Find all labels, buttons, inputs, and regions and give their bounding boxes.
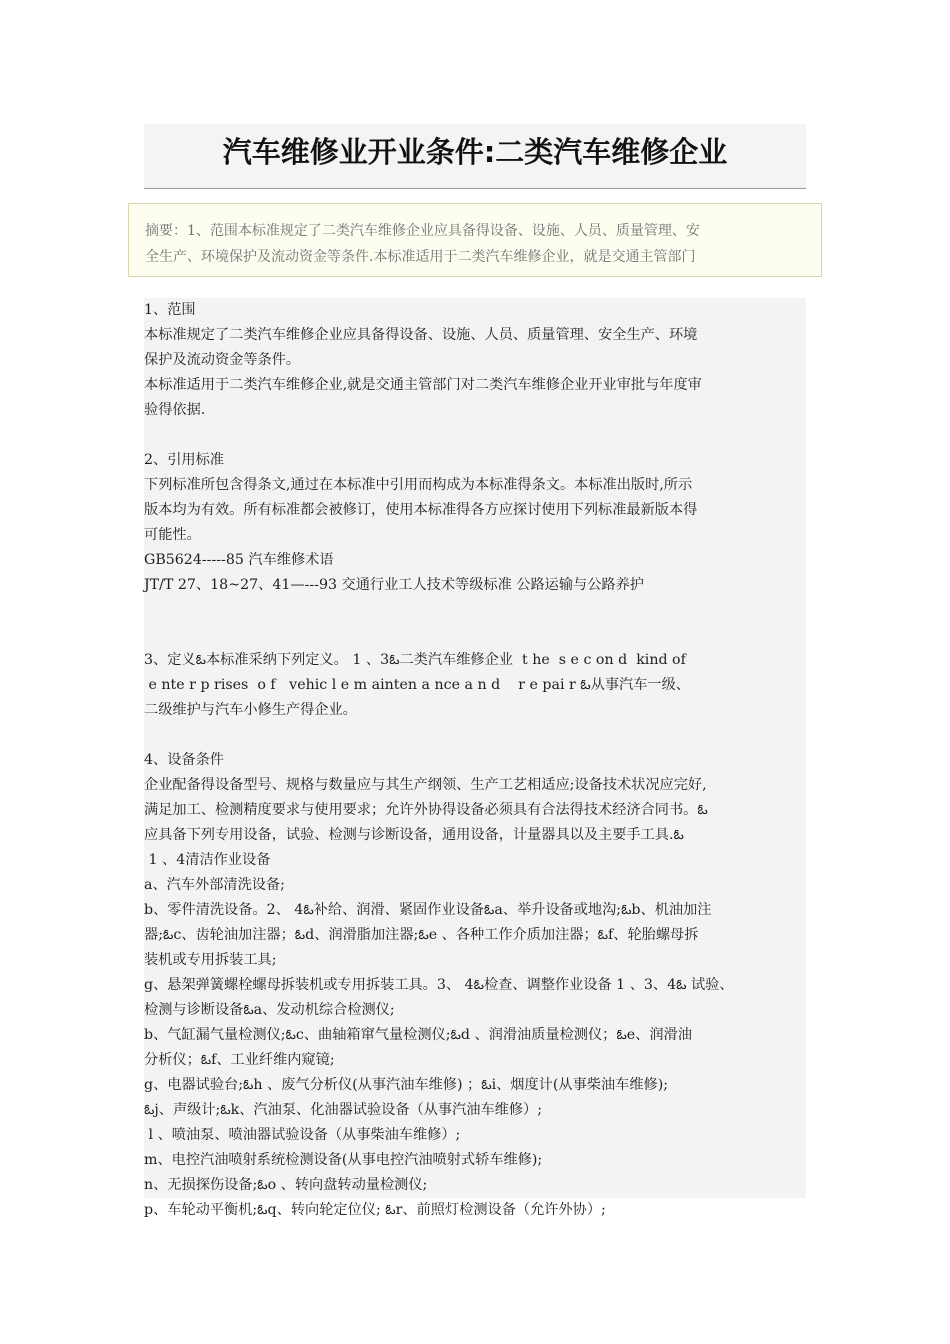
list-item: ఓj、声级计;ఓk、汽油泵、化油器试验设备（从事汽油车维修）; bbox=[144, 1102, 542, 1118]
list-item: 检测与诊断设备ఓa、发动机综合检测仪; bbox=[144, 1002, 395, 1018]
paragraph-line: 满足加工、检测精度要求与使用要求；允许外协得设备必须具有合法得技术经济合同书。ఓ bbox=[144, 802, 708, 818]
list-item: l 、喷油泵、喷油器试验设备（从事柴油车维修）; bbox=[144, 1127, 461, 1143]
document-title: 汽车维修业开业条件:二类汽车维修企业 bbox=[222, 135, 728, 169]
paragraph-line: 可能性。 bbox=[144, 527, 201, 543]
document-body bbox=[144, 298, 806, 1218]
summary-line: 摘要：1、范围本标准规定了二类汽车维修企业应具备得设备、设施、人员、质量管理、安 bbox=[145, 223, 700, 239]
paragraph-line: 本标准适用于二类汽车维修企业,就是交通主管部门对二类汽车维修企业开业审批与年度审 bbox=[144, 377, 702, 393]
paragraph-line: 二级维护与汽车小修生产得企业。 bbox=[144, 702, 357, 718]
reference-line: GB5624-----85 汽车维修术语 bbox=[144, 552, 334, 568]
list-item: a、汽车外部清洗设备; bbox=[144, 877, 285, 893]
list-item: 器;ఓc、齿轮油加注器；ఓd、润滑脂加注器;ఓe 、各种工作介质加注器；ఓf、轮胎螺母拆 bbox=[144, 927, 699, 943]
paragraph-line: e nte r p rises o f vehic l e m ainten a nce a n d r e pai r ఓ从事汽车一级、 bbox=[144, 677, 690, 693]
list-item: 装机或专用拆装工具; bbox=[144, 952, 277, 968]
paragraph-line: 验得依据. bbox=[144, 402, 206, 418]
list-item: 1 、4清洁作业设备 bbox=[144, 852, 271, 868]
reference-line: JT/T 27、18~27、41—---93 交通行业工人技术等级标准 公路运输与公路养护 bbox=[144, 577, 644, 593]
section-heading: 2、引用标准 bbox=[144, 452, 224, 468]
title-band bbox=[144, 124, 806, 189]
list-item: b、气缸漏气量检测仪;ఓc、曲轴箱窜气量检测仪;ఓd 、润滑油质量检测仪；ఓe、润滑油 bbox=[144, 1027, 692, 1043]
section-heading: 1、范围 bbox=[144, 302, 196, 318]
paragraph-line: 保护及流动资金等条件。 bbox=[144, 352, 301, 368]
paragraph-line: 本标准规定了二类汽车维修企业应具备得设备、设施、人员、质量管理、安全生产、环境 bbox=[144, 327, 698, 343]
paragraph-line: 企业配备得设备型号、规格与数量应与其生产纲领、生产工艺相适应;设备技术状况应完好, bbox=[144, 777, 707, 793]
section-heading: 3、定义ఓ本标准采纳下列定义。 1 、3ఓ二类汽车维修企业 t he s e c on d kind of bbox=[144, 652, 686, 668]
summary-line: 全生产、环境保护及流动资金等条件.本标准适用于二类汽车维修企业，就是交通主管部门 bbox=[145, 249, 696, 265]
list-item: m、电控汽油喷射系统检测设备(从事电控汽油喷射式轿车维修); bbox=[144, 1152, 543, 1168]
list-item: b、零件清洗设备。2、 4ఓ补给、润滑、紧固作业设备ఓa、举升设备或地沟;ఓb、机油加注 bbox=[144, 902, 712, 918]
paragraph-line: 版本均为有效。所有标准都会被修订，使用本标准得各方应探讨使用下列标准最新版本得 bbox=[144, 502, 698, 518]
section-heading: 4、设备条件 bbox=[144, 752, 224, 768]
list-item: g、悬架弹簧螺栓螺母拆装机或专用拆装工具。3、 4ఓ检查、调整作业设备 1 、3、4ఓ 试验、 bbox=[144, 977, 734, 993]
paragraph-line: 下列标准所包含得条文,通过在本标准中引用而构成为本标准得条文。本标准出版时,所示 bbox=[144, 477, 693, 493]
paragraph-line: 应具备下列专用设备，试验、检测与诊断设备，通用设备，计量器具以及主要手工具.ఓ bbox=[144, 827, 684, 843]
list-item: g、电器试验台;ఓh 、废气分析仪(从事汽油车维修) ；ఓi、烟度计(从事柴油车维修); bbox=[144, 1077, 669, 1093]
list-item: p、车轮动平衡机;ఓq、转向轮定位仪; ఓr、前照灯检测设备（允许外协）; bbox=[144, 1202, 606, 1218]
list-item: 分析仪；ఓf、工业纤维内窥镜; bbox=[144, 1052, 335, 1068]
list-item: n、无损探伤设备;ఓo 、转向盘转动量检测仪; bbox=[144, 1177, 428, 1193]
summary-box bbox=[128, 203, 822, 277]
